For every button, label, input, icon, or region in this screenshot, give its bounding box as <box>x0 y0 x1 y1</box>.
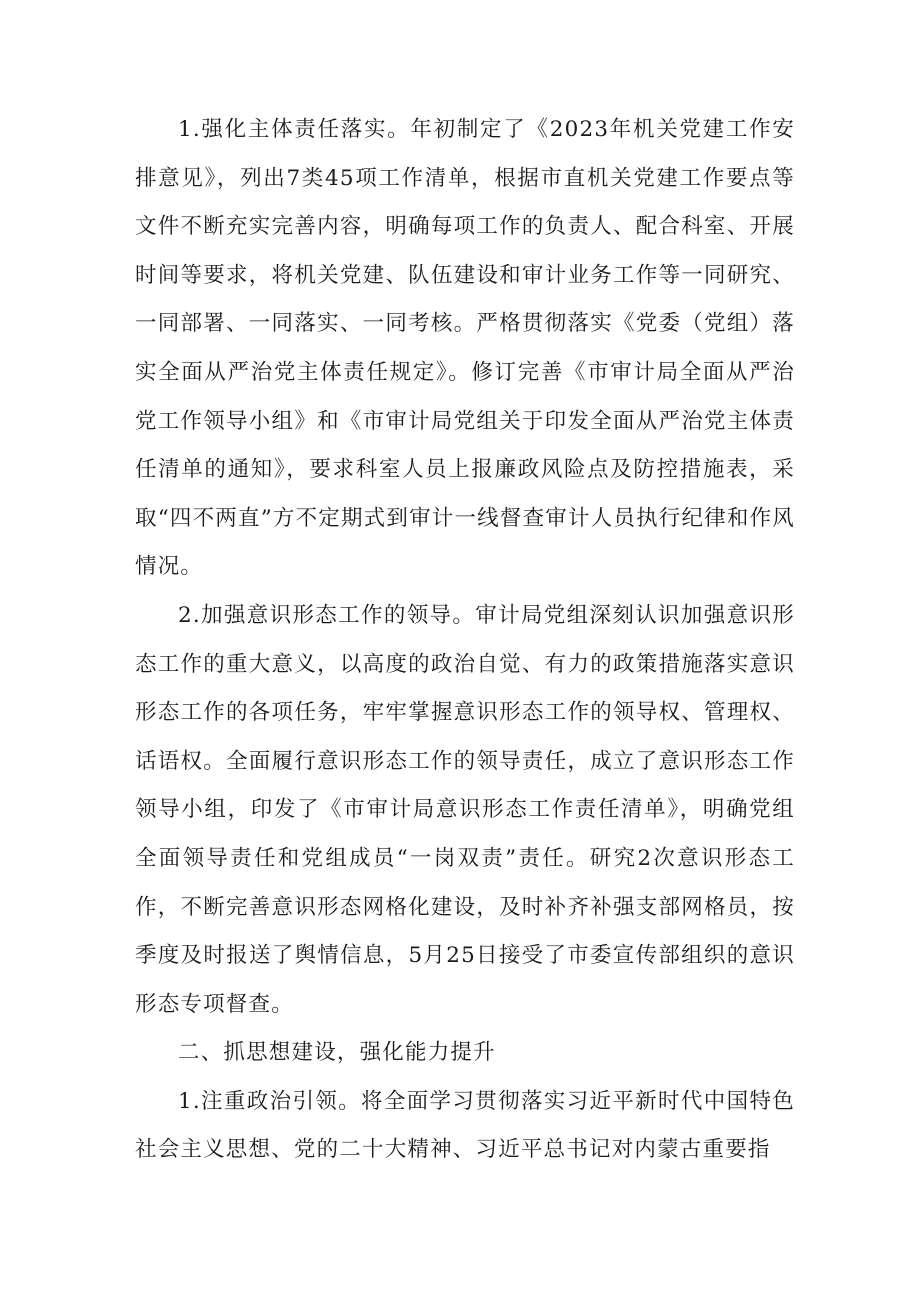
paragraph-ideology: 2.加强意识形态工作的领导。审计局党组深刻认识加强意识形态工作的重大意义，以高度的政治自觉、有力的政策措施落实意识形态工作的各项任务，牢牢掌握意识形态工作的领导权、管理权、话语权。全面履行意识形态工作的领导责任，成立了意识形态工作领导小组，印发了《市审计局意识形态工作责任清单》，明确党组全面领导责任和党组成员“一岗双责”责任。研究2次意识形态工作，不断完善意识形态网格化建设，及时补齐补强支部网格员，按季度及时报送了舆情信息，5月25日接受了市委宣传部组织的意识形态专项督查。 <box>135 602 795 1017</box>
document-body <box>135 106 795 1175</box>
paragraph-responsibility: 1.强化主体责任落实。年初制定了《2023年机关党建工作安排意见》，列出7类45项工作清单，根据市直机关党建工作要点等文件不断充实完善内容，明确每项工作的负责人、配合科室、开展时间等要求，将机关党建、队伍建设和审计业务工作等一同研究、一同部署、一同落实、一同考核。严格贯彻落实《党委（党组）落实全面从严治党主体责任规定》。修订完善《市审计局全面从严治党工作领导小组》和《市审计局党组关于印发全面从严治党主体责任清单的通知》，要求科室人员上报廉政风险点及防控措施表，采取“四不两直”方不定期式到审计一线督查审计人员执行纪律和作风情况。 <box>135 117 795 580</box>
section-heading: 二、抓思想建设，强化能力提升 <box>178 1040 496 1066</box>
paragraph-political-guidance: 1.注重政治引领。将全面学习贯彻落实习近平新时代中国特色社会主义思想、党的二十大精神、习近平总书记对内蒙古重要指 <box>135 1088 795 1163</box>
